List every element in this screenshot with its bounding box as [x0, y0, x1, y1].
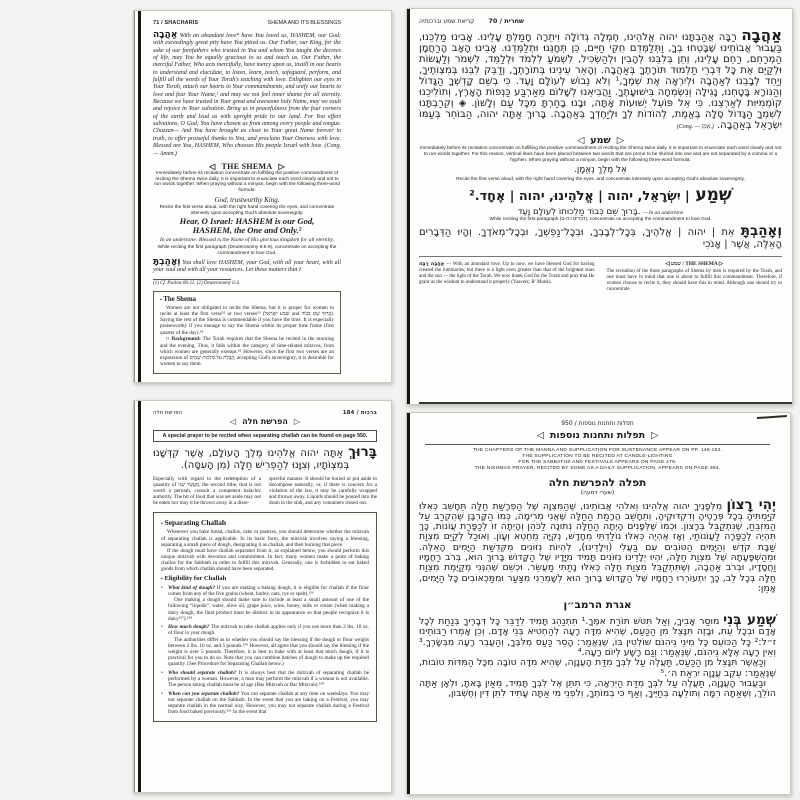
- page-number-label: ברכות / 184: [342, 410, 377, 416]
- bullet-text: The mitzvah to take challah applies only if you use more than 2 lbs. 10 oz. of flour in your dough.: [168, 624, 370, 637]
- box-marker-icon: ▪: [160, 298, 162, 303]
- page-number-label: 71 / SHACHARIS: [153, 20, 199, 26]
- cross-reference-line: THE CHAPTERS OF THE MANNA AND SUPPLICATION FOR SUSTENANCE APPEAR ON PP. 148-152.: [472, 447, 723, 453]
- page-number-label: שחרית / 70: [488, 17, 524, 25]
- commentary-title-text: The Shema: [163, 296, 197, 303]
- baruch-shem-text: בָּרוּךְ שֵׁם כְּבוֹד מַלְכוּתוֹ לְעוֹלָם וָעֶד.: [517, 207, 641, 218]
- ornament-right-icon: ▷: [718, 260, 723, 267]
- baruch-shem-line: [419, 206, 782, 217]
- footnote-text: (1) Cf. Psalms 86:11. (2) Deuteronomy 6:4.: [153, 281, 241, 286]
- page-content: [134, 11, 391, 374]
- section-header-the-shema: [153, 162, 341, 171]
- veahavta-paragraph: [419, 222, 782, 251]
- page-950-additional-prayers-hebrew: [406, 412, 791, 795]
- box-marker-icon: ▪: [161, 522, 163, 528]
- bullet-item-kind-of-dough: [161, 585, 369, 622]
- ornament-right-icon: ▷: [651, 430, 659, 441]
- section-title: תפלות ותחנות נוספות: [549, 430, 646, 441]
- three-word-formula: אֵל מֶלֶךְ נֶאֱמָן.: [574, 165, 627, 176]
- commentary-columns: [419, 256, 782, 293]
- commentary-box-the-shema: [153, 291, 341, 374]
- hebrew-lead-phrase: שְׁמַע בְּנִי: [723, 612, 776, 629]
- yehi-ratzon-prayer: [419, 496, 776, 595]
- section-title: שמע: [590, 135, 611, 146]
- square-marker-icon: □: [166, 336, 170, 342]
- challah-blessing: [153, 444, 377, 471]
- instruction-text: Immediately before its recitation concentrate on fulfilling the positive commandment of reciting the Shema twice daily. It is important to enunciate each word clearly and not to run words together. For this reason, vertical lines have been placed between two words that are prone to be slurred into one and are not separated by a comma or a hyphen. When praying without a minyan, begin with the following three-word formula:: [419, 146, 782, 163]
- page-content: [134, 401, 391, 722]
- ornament-right-icon: ▷: [278, 161, 285, 171]
- bullet-label: What kind of dough?: [168, 584, 216, 591]
- section-title: הפרשת חלה: [242, 417, 288, 426]
- eligibility-subheading: [161, 575, 369, 582]
- header-rule: [425, 444, 770, 445]
- ornament-right-icon: ▷: [293, 417, 301, 426]
- bullet-label: When can you separate challah?: [168, 690, 240, 697]
- congregation-response: (Cong.— Amen.): [153, 143, 341, 157]
- bullet-extra-text: The authorities differ as to whether you should say the blessing if the dough or flour weighs between 2 lbs. 10 oz. and 5 pounds.¹⁵⁹ However, all agree that you should say the blessing if the weight is over 5 pounds. Therefore, it is best to bake with at least that much dough, if it is practical for you to do so. Note that you can combine batches of dough to make up the required quantity. (See Procedure for Separating Challah below.): [168, 636, 369, 668]
- box-title: [161, 518, 369, 527]
- bullet-text: You can separate challah at any time on weekdays. You may not separate challah on the Sabbath. In the event that you are baking on a Festival, you may separate challah in the normal way. However, you may not separate challah during a Festival from food baked previously.¹⁶¹ In the event that: [168, 690, 369, 715]
- undertone-line: In an undertone: Blessed is the Name of His glorious kingdom for all eternity.: [159, 237, 335, 244]
- footnote-rule: [153, 279, 231, 280]
- commentary-paragraph: Women are not obligated to recite the Shema, but it is proper for women to recite at least the first verse⁵² or two verses⁵³ (שְׁמַע יִשְׂרָאֵל and בָּרוּךְ שֵׁם כָּבוֹד). Saying the rest of the Shema is commendable if you have the time. It is especially praiseworthy if you manage to say the Shema within its proper time frame (first quarter of the day).⁵⁴: [160, 305, 334, 336]
- eligibility-subheading-text: Eligibility for Challah: [164, 575, 227, 583]
- bullet-label: Who should separate challah?: [168, 669, 237, 676]
- ornament-left-icon: ◁: [209, 161, 216, 171]
- hebrew-lead-phrase: יְהִי רָצוֹן: [726, 496, 776, 513]
- separating-challah-box: [153, 512, 377, 722]
- instruction-right-column: spectful manner. It should be buried or put aside to decompose naturally, or, if there is concern for a violation of the law, it may be carefully wrapped and thrown away. Liquids should be poured into the drain in the sink, and any containers rinsed out.: [269, 476, 377, 507]
- three-word-formula: God, trustworthy King.: [214, 195, 280, 204]
- veahavta-paragraph: [153, 256, 341, 275]
- cross-reference-line: THE NISHMAS PRAYER, RECITED BY SOME AS A DAILY SUPPLICATION, APPEARS ON PAGE 384.: [474, 465, 721, 471]
- iggeres-haramban-paragraph: וּבַעֲבוּר הָעֲנָוָה, תַּעֲלֶה עַל לִבְּךָ מִדַּת הַיִּרְאָה, כִּי תִתֵּן אֶל לִבְּךָ תָּמִיד, מֵאַיִן בָּאתָ, וּלְאָן אַתָּה הוֹלֵךְ, וְשֶׁאַתָּה רִמָּה וְתוֹלֵעָה בְּחַיֶּיךָ, וְאַף כִּי בְמוֹתְךָ, וְלִפְנֵי מִי אַתָּה עָתִיד לִתֵּן דִּין וְחֶשְׁבּוֹן,: [419, 677, 776, 700]
- iggeres-haramban-paragraph: וְכַאֲשֶׁר תִּנָּצֵל מִן הַכַּעַס, תַּעֲלֶה עַל לִבְּךָ מִדַּת הָעֲנָוָה, שֶׁהִיא מִדָּה טוֹבָה מִכָּל הַמִּדּוֹת טוֹבוֹת, שֶׁנֶּאֱמַר: עֵקֶב עֲנָוָה יִרְאַת ה׳.⁵: [419, 657, 776, 679]
- veahavta-text: אֵת | יהוה | אֱלֹהֶיךָ, בְּכָל־לְבָבְךָ, וּבְכָל־נַפְשְׁךָ, וּבְכָל־מְאֹדֶךָ. וְהָיוּ הַדְּבָרִים הָאֵלֶּה, אֲשֶׁר | אָנֹכִי: [419, 226, 782, 250]
- congregation-response: (Cong. — אָמֵן.): [676, 124, 714, 130]
- page-shacharis-71-english: [133, 10, 392, 383]
- book-spine-line: [407, 9, 410, 404]
- ahavah-paragraph: [153, 32, 341, 158]
- ornament-left-icon: ◁: [665, 260, 670, 267]
- hebrew-lead-word: בָּרוּךְ: [348, 444, 377, 460]
- hebrew-lead-word: אַהֲבָה: [153, 30, 178, 40]
- background-label: Background:: [171, 335, 201, 342]
- shema-verse-rest: | יִשְׂרָאֵל, יהוה | אֱלֹהֵינוּ, יהוה | אֶחָד.²: [469, 189, 690, 205]
- shema-lead-word: שְׁמַע: [695, 185, 732, 206]
- running-header: [153, 410, 377, 416]
- ornament-left-icon: ◁: [576, 135, 585, 146]
- instruction-columns: [153, 476, 377, 506]
- commentary-left-text: — With an abundant love. Up to now, we have blessed God for having created the luminaries, but there is a light even greater than that of the brightest stars and the sun — the light of the Torah. We now thank God for the Torah and pray that He grant us the wisdom to understand it properly (Yaavetz; R' Munk).: [419, 261, 595, 286]
- scan-bottom-edge: [419, 402, 792, 404]
- box-marker-icon: ▪: [161, 577, 163, 583]
- section-title: THE SHEMA: [221, 161, 273, 171]
- box-paragraph: Whenever you bake bread, challos, cake or pastries, you should determine whether the mitzvah of separating challah is applicable. In its basic form, the mitzvah involves saying a blessing, separating a small piece of dough, designating it as challah, and then burning that piece.: [161, 529, 369, 548]
- book-spine-line: [138, 11, 141, 382]
- blessing-text: אַתָּה יהוה אֱלֹהֵינוּ מֶלֶךְ הָעוֹלָם, אֲשֶׁר קִדְּשָׁנוּ בְּמִצְוֹתָיו, וְצִוָּנוּ לְהַפְרִישׁ חַלָּה (מִן הָעִסָּה).: [153, 448, 350, 471]
- page-content: [407, 9, 792, 293]
- commentary-lead-hebrew: אַהֲבָה רַבָּה: [419, 260, 445, 267]
- prayer-source-subtitle: (שערי דמעה): [580, 489, 615, 496]
- hebrew-lead-word: וְאָהַבְתָּ: [153, 256, 181, 267]
- instruction-text: Recite the first verse aloud, with the right hand covering the eyes, and concentrate intensely upon accepting God's absolute sovereignty.: [456, 177, 745, 183]
- commentary-title-text: שמע / THE SHEMA: [671, 260, 718, 267]
- book-spine-line: [407, 413, 410, 794]
- section-header-tefillos-nosafos: [419, 430, 776, 441]
- ornament-left-icon: ◁: [229, 417, 237, 426]
- section-header-hafrashas-challah: [153, 417, 377, 426]
- bullet-label: How much dough?: [168, 624, 210, 631]
- special-prayer-notice: A special prayer to be recited when separating challah can be found on page 950.: [153, 430, 377, 442]
- running-header: תפלות ותחנות נוספות / 950: [561, 420, 634, 427]
- commentary-right-text: The recitation of the three paragraphs of Shema by men is required by the Torah, and one must have in mind that one is about to fulfill this commandment. Therefore, if women choose to recite it, they should have this in mind. Although one should try to concentrate: [606, 268, 782, 292]
- hebrew-lead-word: אַהֲבָה: [741, 26, 782, 44]
- bullet-extra-text: One making a dough should make sure to include at least a small amount of one of the following “liquids”: water, olive oil, grape juice, wine, honey, milk or cream (when making a dairy dough, the final product must be distinct in its appearance so that people recognize it is dairy¹⁵⁷).¹⁵⁸: [168, 597, 369, 622]
- iggeres-text: מוּסַר אָבִיךָ, וְאַל תִּטֹּשׁ תּוֹרַת אִמֶּךָ.¹ תִּתְנַהֵג תָּמִיד לְדַבֵּר כָּל דְּבָרֶיךָ בְּנַחַת לְכָל אָדָם וּבְכָל עֵת, וּבָזֶה תִּנָּצֵל מִן הַכַּעַס, שֶׁהִיא מִדָּה רָעָה לְהַחְטִיא בְּנֵי אָדָם. וְכֵן אָמְרוּ רַבּוֹתֵינוּ ז״ל:² כָּל הַכּוֹעֵס כָּל מִינֵי גֵיהִנֹּם שׁוֹלְטִין בּוֹ, שֶׁנֶּאֱמַר: הָסֵר כַּעַס מִלִּבֶּךָ, וְהַעֲבֵר רָעָה מִבְּשָׂרֶךָ.³ וְאֵין רָעָה אֶלָּא גֵיהִנֹּם, שֶׁנֶּאֱמַר: וְגַם רָשָׁע לְיוֹם רָעָה.⁴: [419, 616, 776, 659]
- ornament-left-icon: ◁: [536, 430, 544, 441]
- box-title-text: Separating Challah: [164, 518, 227, 528]
- commentary-left-column: [419, 261, 595, 293]
- bullet-item-when-can-you-separate: [161, 691, 369, 715]
- box-paragraph: If the dough must have challah separated from it, as explained below, you should perform this unique mitzvah with devotion and commitment. In fact, many women make a point of baking challos for the Sabbath in order to fulfill this mitzvah. Generally, one is forbidden to eat baked goods from which challah should have been separated.: [161, 547, 369, 573]
- iggeres-haramban-paragraph: [419, 612, 776, 659]
- undertone-tag: — In an undertone: [642, 210, 684, 217]
- section-header-shema: [419, 135, 782, 146]
- page-edge-line: [134, 11, 135, 382]
- ahavah-rabbah-text: רַבָּה אֲהַבְתָּנוּ יהוה אֱלֹהֵינוּ, חֶמְלָה גְדוֹלָה וִיתֵרָה חָמַלְתָּ עָלֵינוּ. אָבִינוּ מַלְכֵּנוּ, בַּעֲבוּר אֲבוֹתֵינוּ שֶׁבָּטְחוּ בְךָ, וַתְּלַמְּדֵם חֻקֵּי חַיִּים, כֵּן תְּחָנֵּנוּ וּתְלַמְּדֵנוּ. אָבִינוּ הָאָב הָרַחֲמָן הַמְרַחֵם, רַחֵם עָלֵינוּ, וְתֵן בְּלִבֵּנוּ לְהָבִין וּלְהַשְׂכִּיל, לִשְׁמֹעַ לִלְמֹד וּלְלַמֵּד, לִשְׁמֹר וְלַעֲשׂוֹת וּלְקַיֵּם אֶת כָּל דִּבְרֵי תַלְמוּד תּוֹרָתֶךָ בְּאַהֲבָה. וְהָאֵר עֵינֵינוּ בְּתוֹרָתֶךָ, וְדַבֵּק לִבֵּנוּ בְּמִצְוֹתֶיךָ, וְיַחֵד לְבָבֵנוּ לְאַהֲבָה וּלְיִרְאָה אֶת שְׁמֶךָ,¹ וְלֹא נֵבוֹשׁ לְעוֹלָם וָעֶד. כִּי בְשֵׁם קָדְשְׁךָ הַגָּדוֹל וְהַנּוֹרָא בָּטָחְנוּ, נָגִילָה וְנִשְׂמְחָה בִּישׁוּעָתֶךָ. וַהֲבִיאֵנוּ לְשָׁלוֹם מֵאַרְבַּע כַּנְפוֹת הָאָרֶץ, וְתוֹלִיכֵנוּ קוֹמְמִיּוּת לְאַרְצֵנוּ. כִּי אֵל פּוֹעֵל יְשׁוּעוֹת אָתָּה, וּבָנוּ בָחַרְתָּ מִכָּל עַם וְלָשׁוֹן. ◈ וְקֵרַבְתָּנוּ לְשִׁמְךָ הַגָּדוֹל סֶלָה בֶּאֱמֶת, לְהוֹדוֹת לְךָ וּלְיַחֶדְךָ בְּאַהֲבָה. בָּרוּךְ אַתָּה יהוה, הַבּוֹחֵר בְּעַמּוֹ יִשְׂרָאֵל בְּאַהֲבָה.: [419, 32, 782, 131]
- bullet-item-who-should-separate: [161, 670, 369, 688]
- commentary-right-column: [607, 261, 783, 293]
- yehi-ratzon-text: מִלְּפָנֶיךָ יהוה אֱלֹהֵינוּ וֵאלֹהֵי אֲבוֹתֵינוּ, שֶׁהַמִּצְוָה שֶׁל הַפְרָשַׁת חַלָּה תֵּחָשֵׁב כְּאִלּוּ קִיַּמְתִּיהָ בְּכָל פְּרָטֶיהָ וְדִקְדּוּקֶיהָ, וְתֵחָשֵׁב הֲרָמַת הַחַלָּה שֶׁאֲנִי מְרִימָה, כְּמוֹ הַקָּרְבָּן שֶׁהֻקְרַב עַל הַמִּזְבֵּחַ, שֶׁנִּתְקַבֵּל בְּרָצוֹן. וּכְמוֹ שֶׁלְּפָנִים הָיְתָה הַחַלָּה נְתוּנָה לַכֹּהֵן וְהָיְתָה זוֹ לְכַפָּרַת עֲוֹנוֹת, כָּךְ תִּהְיֶה לְכַפָּרָה לַעֲוֹנוֹתַי, וְאָז אֶהְיֶה כְּאִלּוּ נוֹלַדְתִּי מֵחָדָשׁ, נְקִיָּה מֵחֵטְא וְעָוֹן. וְאוּכַל לְקַיֵּם מִצְוַת שַׁבָּת קֹדֶשׁ וְהַיָּמִים הַטּוֹבִים עִם בַּעֲלִי (וִילָדֵינוּ), לִהְיוֹת נִזּוֹנִים מִקְּדֻשַּׁת הַיָּמִים הָאֵלֶּה. וּמֵהַשְׁפָּעָתָהּ שֶׁל מִצְוַת חַלָּה, יִהְיוּ יְלָדֵינוּ נִזּוֹנִים תָּמִיד מִיָּדָיו שֶׁל הַקָּדוֹשׁ בָּרוּךְ הוּא, בְּרֹב רַחֲמָיו וַחֲסָדָיו, וּבְרֹב אַהֲבָה, וְשֶׁתִּתְקַבֵּל מִצְוַת חַלָּה כְּאִלּוּ נָתַתִּי מַעֲשֵׂר. וּכְשֵׁם שֶׁהִנְּנִי מְקַיֶּמֶת מִצְוַת חַלָּה בְּכָל לֵב, כָּךְ יִתְעוֹרְרוּ רַחֲמָיו שֶׁל הַקָּדוֹשׁ בָּרוּךְ הוּא לְשָׁמְרֵנִי מִצַּעַר וּמִמַּכְאוֹבִים כָּל הַיָּמִים, אָמֵן:: [419, 500, 776, 594]
- instruction-text: While reciting the first paragraph (Deuteronomy 6:5-9), concentrate on accepting the commandment to love God.: [157, 244, 337, 256]
- bullet-item-how-much-dough: [161, 624, 369, 667]
- ahavah-translation: With an abundant love* have You loved us, HASHEM, our God; with exceedingly great pity have You pitied us. Our Father, our King, for the sake of our forefathers who trusted in You and whom You taught the decrees of life, may You be equally gracious to us and teach us. Our Father, the merciful Father, Who acts mercifully, have mercy upon us, instill in our hearts to understand and elucidate, to listen, learn, teach, safeguard, perform, and fulfill all the words of Your Torah's teaching with love. Enlighten our eyes in Your Torah, attach our hearts to Your commandments, and unify our hearts to love and fear Your Name,¹ and may we not feel inner shame for all eternity. Because we have trusted in Your great and awesome holy Name, may we exult and rejoice in Your salvation. Bring us in peacefulness from the four corners of the earth and lead us with upright pride to our land. For You effect salvations, O God; You have chosen us from among every people and tongue. Chazzan— And You have brought us close to Your great Name forever in truth, to offer praiseful thanks to You, and proclaim Your Oneness with love. Blessed are You, HASHEM, Who chooses His people Israel with love.: [153, 33, 342, 150]
- background-text: The Torah requires that the Shema be recited in the morning and the evening. Thus, it falls within the category of time-related mitzvos, from which women are generally exempt.⁵⁵ However, since the first two verses are an expression of קַבָּלַת עֹל מַלְכוּת שָׁמַיִם, accepting God's sovereignty, it is desirable for women to say them.: [160, 335, 335, 368]
- commentary-paragraph: [160, 336, 334, 368]
- shema-verse-line2: HASHEM, the One and Only.²: [192, 225, 302, 236]
- cross-reference-line: THE SUPPLICATION TO BE RECITED AT CANDLE-LIGHTING: [522, 453, 673, 459]
- ahavah-rabbah-paragraph: [419, 26, 782, 133]
- page-content: [407, 413, 790, 700]
- running-header: [419, 17, 782, 25]
- bullet-text: It is always best that the mitzvah of separating challah be performed by a woman. However, a man may perform the mitzvah if a woman is not available. The person taking challah must be of age (Bas Mitzvah or Bar Mitzvah).¹⁶⁰: [168, 669, 370, 689]
- page-topic-label: הפרשת חלה: [153, 410, 183, 416]
- shema-verse: [419, 185, 782, 205]
- shema-verse-line1: Hear, O Israel: HASHEM is our God,: [179, 215, 315, 226]
- prayer-title-hafrashas-challah: תפלה להפרשת חלה: [548, 476, 647, 489]
- page-shacharis-70-hebrew: [406, 8, 793, 405]
- bullet-text: If you are making a baking dough, it is eligible for challah if the flour comes from any of the five grains (wheat, barley, oats, rye or spelt).¹⁵⁶: [168, 584, 369, 597]
- page-topic-label: קריאת שמע וברכותיה: [419, 18, 475, 25]
- commentary-right-title: [607, 261, 783, 267]
- cross-reference-line: FOR THE SABBATHS AND FESTIVALS APPEARS ON PAGE 278.: [518, 459, 677, 465]
- iggeres-haramban-title: אגרת הרמב״ן: [563, 599, 632, 612]
- instruction-text: While reciting the first paragraph (דברים ו:ה-ט), concentrate on accepting the commandment to love God.: [489, 217, 712, 223]
- instruction-text: Immediately before its recitation concentrate on fulfilling the positive commandment of reciting the Shema twice daily. It is important to enunciate each word clearly and not to run words together. When praying without a minyan, begin with the following three-word formula:: [154, 170, 340, 194]
- instruction-text: Recite the first verse aloud, with the right hand covering the eyes, and concentrate intensely upon accepting God's absolute sovereignty.: [159, 205, 335, 216]
- instruction-left-column: Especially with regard to the redemption of a quantity of מַעֲשֵׂר שֵׁנִי, the second tithe, that is not worth a perutah, consult a competent halachic authority. The bit of food that was set aside may not be eaten nor may it be thrown away in a disre-: [153, 476, 261, 507]
- page-topic-label: SHEMA AND ITS BLESSINGS: [267, 20, 341, 26]
- hebrew-lead-word: וְאָהַבְתָּ: [740, 222, 782, 239]
- page-berachos-184-separating-challah: [133, 400, 392, 793]
- veahavta-translation: You shall love HASHEM, your God, with all your heart, with all your soul and with all your resources. Let these matters that I: [153, 259, 341, 274]
- running-header: [153, 20, 341, 26]
- page-edge-line: [134, 401, 135, 792]
- commentary-title: [160, 296, 334, 303]
- book-spine-line: [138, 401, 141, 792]
- ornament-right-icon: ▷: [616, 135, 625, 146]
